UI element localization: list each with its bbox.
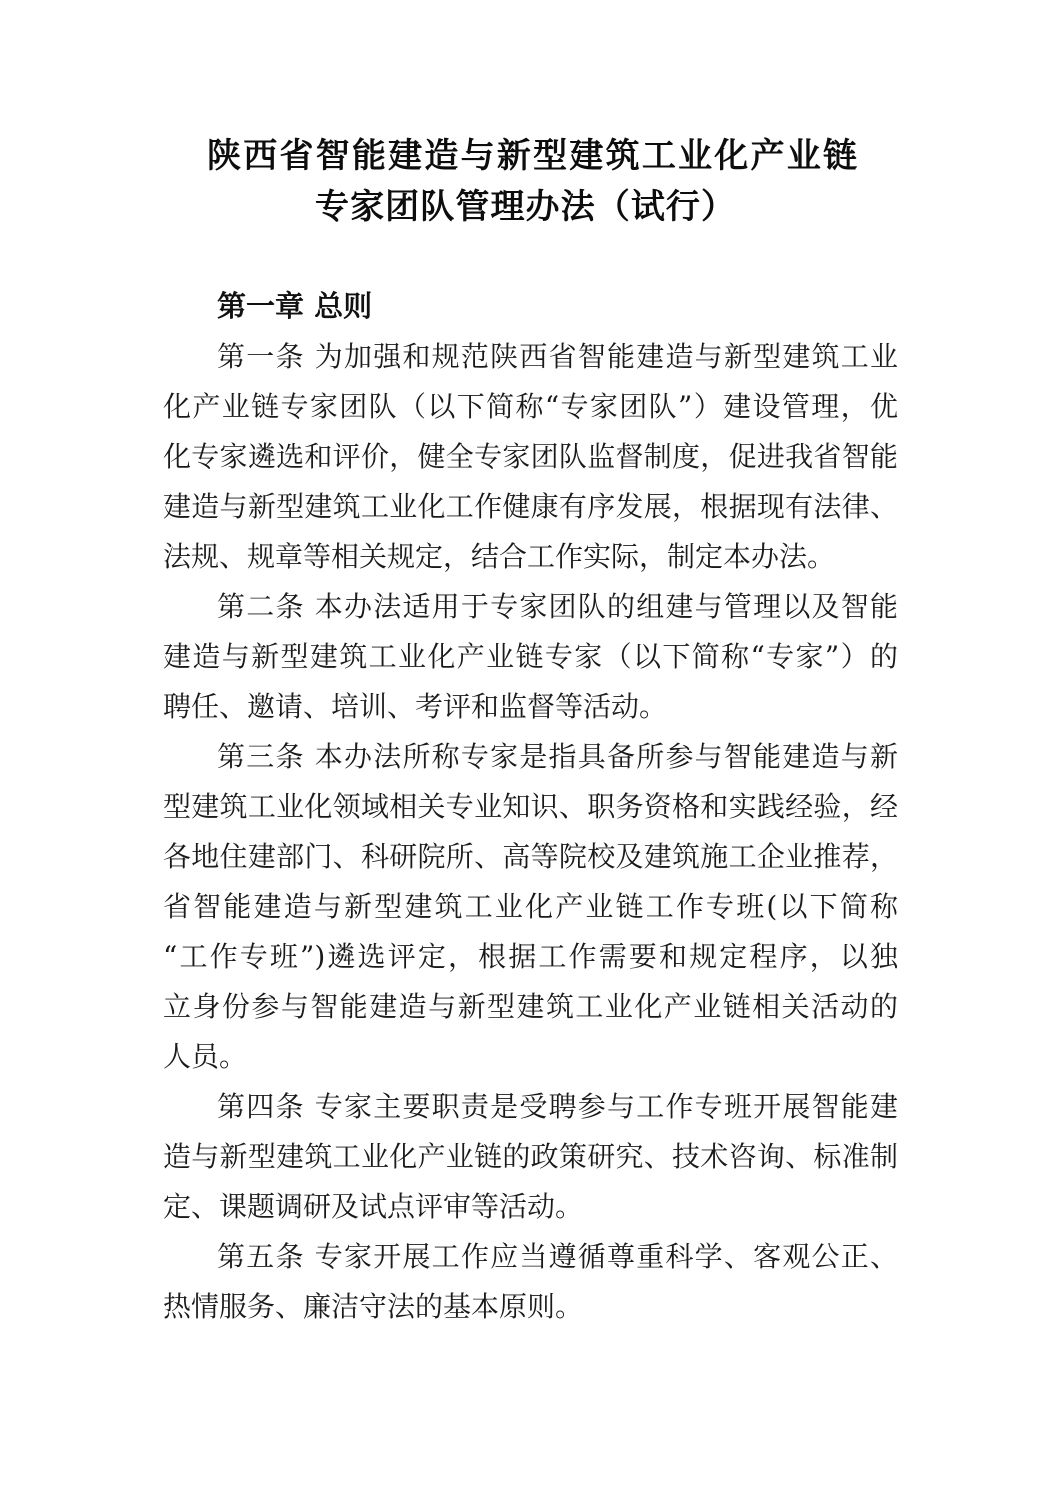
- article-3-line-5: “工作专班”)遴选评定，根据工作需要和规定程序，以独: [163, 940, 898, 973]
- article-3-line-2: 型建筑工业化领域相关专业知识、职务资格和实践经验，经: [163, 790, 898, 823]
- article-2-line-2: 建造与新型建筑工业化产业链专家（以下简称“专家”）的: [163, 640, 898, 673]
- article-3-line-4: 省智能建造与新型建筑工业化产业链工作专班(以下简称: [163, 890, 898, 923]
- article-3-line-1: 第三条 本办法所称专家是指具备所参与智能建造与新: [217, 740, 898, 773]
- document-title-line-1: 陕西省智能建造与新型建筑工业化产业链: [207, 136, 857, 176]
- article-4-line-1: 第四条 专家主要职责是受聘参与工作专班开展智能建: [217, 1090, 898, 1123]
- article-1-line-3: 化专家遴选和评价，健全专家团队监督制度，促进我省智能: [163, 440, 898, 473]
- article-1-line-1: 第一条 为加强和规范陕西省智能建造与新型建筑工业: [217, 340, 898, 373]
- article-5-line-1: 第五条 专家开展工作应当遵循尊重科学、客观公正、: [217, 1240, 898, 1273]
- article-2-line-3: 聘任、邀请、培训、考评和监督等活动。: [163, 690, 668, 723]
- article-1-line-2: 化产业链专家团队（以下简称“专家团队”）建设管理，优: [163, 390, 898, 423]
- article-3-line-7: 人员。: [163, 1040, 248, 1073]
- article-3-line-6: 立身份参与智能建造与新型建筑工业化产业链相关活动的: [163, 990, 898, 1023]
- article-2-line-1: 第二条 本办法适用于专家团队的组建与管理以及智能: [217, 590, 898, 623]
- article-5-line-2: 热情服务、廉洁守法的基本原则。: [163, 1290, 584, 1323]
- article-3-line-3: 各地住建部门、科研院所、高等院校及建筑施工企业推荐，: [163, 840, 898, 873]
- article-4-line-2: 造与新型建筑工业化产业链的政策研究、技术咨询、标准制: [163, 1140, 898, 1173]
- document-title-line-2: 专家团队管理办法（试行）: [315, 187, 735, 227]
- article-1-line-5: 法规、规章等相关规定，结合工作实际，制定本办法。: [163, 540, 836, 573]
- article-1-line-4: 建造与新型建筑工业化工作健康有序发展，根据现有法律、: [163, 490, 898, 523]
- article-4-line-3: 定、课题调研及试点评审等活动。: [163, 1190, 584, 1223]
- chapter-heading: 第一章 总则: [217, 289, 373, 323]
